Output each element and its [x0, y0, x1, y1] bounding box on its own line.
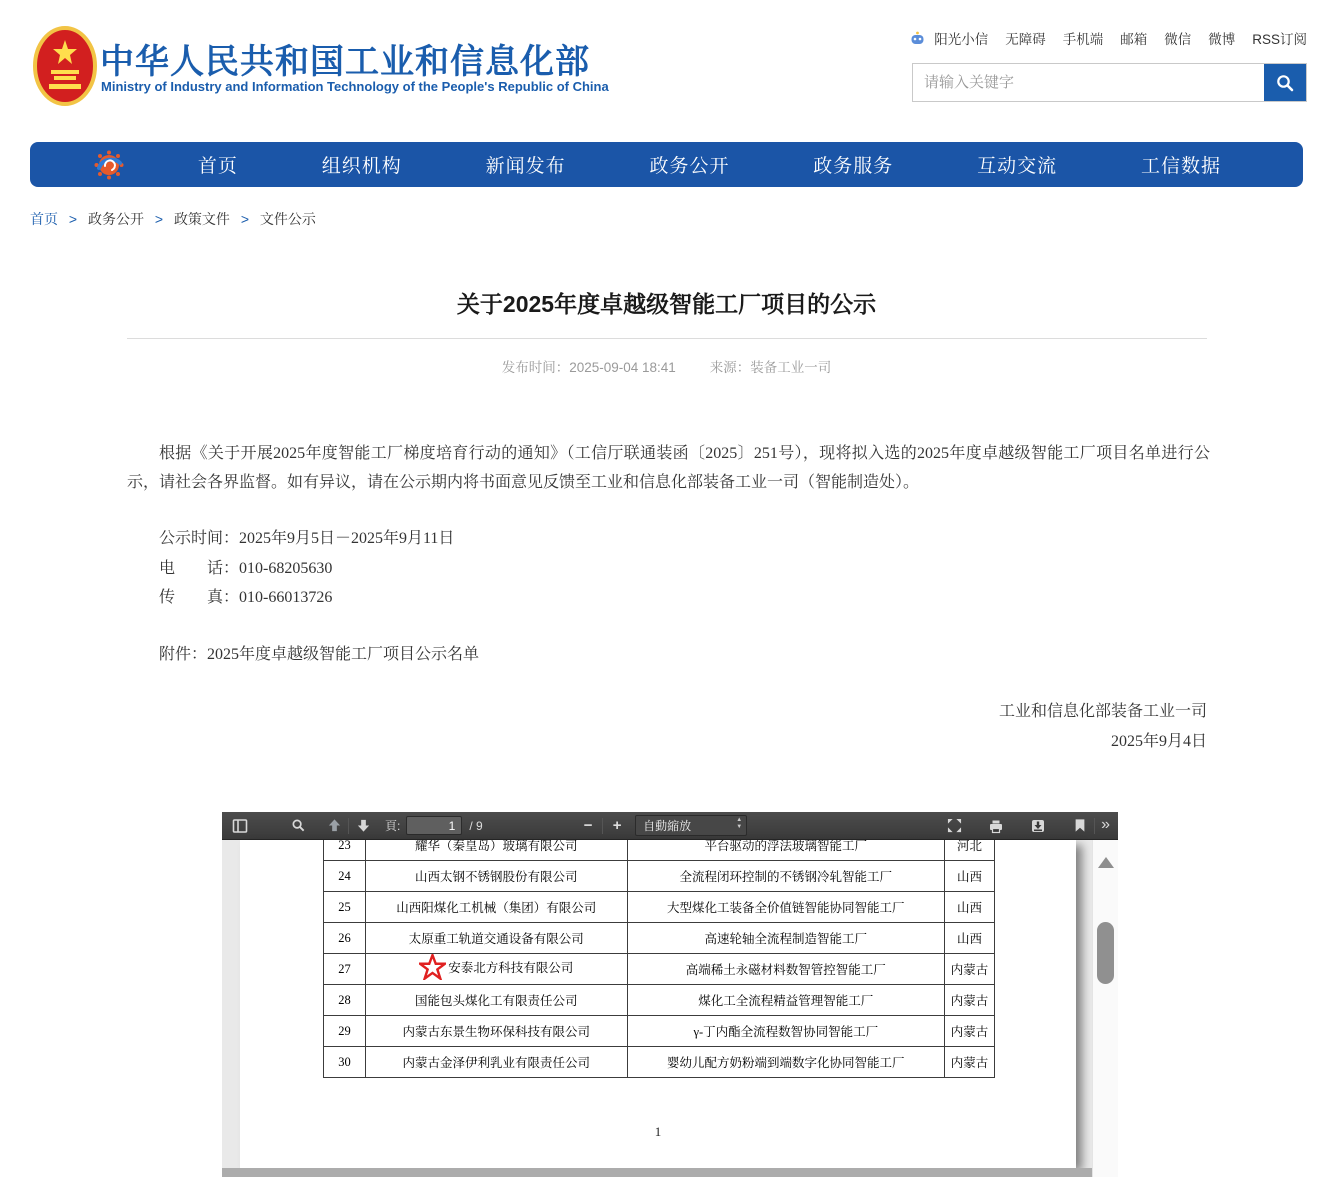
source-value: 装备工业一司 — [750, 360, 832, 375]
attachment-line — [127, 641, 1210, 664]
signoff-date: 2025年9月4日 — [1110, 733, 1207, 750]
signoff-org: 工业和信息化部装备工业一司 — [998, 703, 1207, 720]
next-page-button[interactable] — [351, 815, 375, 837]
breadcrumb-gov-disclosure[interactable]: 政务公开 — [87, 211, 144, 227]
breadcrumb-separator: > — [240, 211, 250, 227]
download-button[interactable] — [1026, 815, 1050, 837]
scroll-up-arrow-icon[interactable] — [1098, 857, 1114, 868]
zoom-mode-select[interactable] — [635, 815, 747, 836]
pdf-document-area — [222, 840, 1118, 1177]
nav-item-gov-disclosure[interactable]: 政务公开 — [649, 156, 730, 177]
project-list-table — [323, 840, 995, 1078]
article-meta — [0, 356, 1333, 376]
print-button[interactable] — [984, 815, 1008, 837]
page-number-input[interactable] — [406, 816, 462, 835]
search-input[interactable] — [913, 64, 1265, 101]
search-icon — [1275, 73, 1295, 93]
search-button[interactable] — [1264, 64, 1306, 101]
source-label: 来源： — [709, 360, 751, 375]
page-total: / 9 — [469, 818, 483, 833]
nav-item-gov-services[interactable]: 政务服务 — [813, 156, 894, 177]
title-divider — [127, 338, 1207, 339]
page-title: 关于2025年度卓越级智能工厂项目的公示 — [456, 291, 877, 317]
miit-gear-logo-icon — [92, 148, 126, 182]
find-button[interactable] — [286, 815, 310, 837]
scrollbar-thumb[interactable] — [1097, 922, 1114, 984]
toolbar-separator — [1094, 818, 1095, 834]
breadcrumb-separator: > — [68, 211, 78, 227]
table-row: 30 内蒙古金泽伊利乳业有限责任公司 婴幼儿配方奶粉端到端数字化协同智能工厂 内蒙古 — [324, 1047, 995, 1078]
breadcrumb-policy-files[interactable]: 政策文件 — [173, 211, 230, 227]
table-row-starred: 27 安泰北方科技有限公司 高端稀土永磁材料数智管控智能工厂 内蒙古 — [324, 954, 995, 985]
site-search — [912, 63, 1307, 102]
nav-item-news[interactable]: 新闻发布 — [485, 156, 566, 177]
link-weibo[interactable]: 微博 — [1208, 32, 1236, 47]
phone-line: 电 话：010-68205630 — [159, 559, 333, 577]
signoff — [127, 697, 1207, 757]
breadcrumb-separator: > — [154, 211, 164, 227]
nav-item-organization[interactable]: 组织机构 — [321, 156, 402, 177]
pdf-page-number: 1 — [654, 1124, 662, 1139]
notice-period-line: 公示时间：2025年9月5日－2025年9月11日 — [159, 530, 455, 547]
zoom-out-button[interactable]: − — [583, 817, 593, 834]
sidebar-toggle-button[interactable] — [228, 815, 252, 837]
link-accessibility[interactable]: 无障碍 — [1005, 32, 1046, 47]
main-nav — [30, 142, 1303, 187]
fax-line: 传 真：010-66013726 — [159, 589, 333, 606]
page-label: 頁: — [385, 819, 401, 833]
link-mobile[interactable]: 手机端 — [1062, 32, 1104, 47]
body-paragraph: 根据《关于开展2025年度智能工厂梯度培育行动的通知》（工信厅联通装函〔2025〕251号），现将拟入选的2025年度卓越级智能工厂项目名单进行公示，请社会各界监督。如有异议，请在公示期内将书面意见反馈至工业和信息化部装备工业一司（智能制造处）。 — [127, 445, 1210, 491]
table-row: 26 太原重工轨道交通设备有限公司 高速轮轴全流程制造智能工厂 山西 — [324, 923, 995, 954]
national-emblem — [33, 26, 97, 106]
zoom-in-button[interactable]: + — [612, 817, 622, 834]
presentation-mode-button[interactable] — [942, 815, 966, 837]
site-subtitle-en: Ministry of Industry and Information Technology of the People's Republic of China — [101, 79, 609, 94]
toolbar-separator — [348, 818, 349, 834]
toolbar-separator — [602, 818, 603, 834]
contact-info — [127, 524, 1210, 613]
publish-time: 2025-09-04 18:41 — [569, 360, 676, 375]
breadcrumb-file-notice[interactable]: 文件公示 — [259, 211, 316, 227]
more-tools-button[interactable]: » — [1101, 815, 1110, 833]
table-row: 25 山西阳煤化工机械（集团）有限公司 大型煤化工装备全价值链智能协同智能工厂 山西 — [324, 892, 995, 923]
link-wechat[interactable]: 微信 — [1164, 32, 1192, 47]
pdf-viewer — [222, 812, 1118, 1177]
breadcrumb-home[interactable]: 首页 — [30, 211, 58, 227]
nav-item-home[interactable]: 首页 — [197, 156, 238, 177]
publish-time-label: 发布时间： — [501, 360, 570, 375]
red-star-annotation-icon — [419, 954, 446, 980]
attachment-link[interactable]: 2025年度卓越级智能工厂项目公示名单 — [207, 646, 480, 663]
bookmark-button[interactable] — [1068, 815, 1092, 837]
select-spinner-icon: ▲ ▼ — [736, 817, 743, 830]
pdf-page — [240, 840, 1076, 1168]
pdf-toolbar — [222, 812, 1118, 840]
previous-page-button[interactable] — [322, 815, 346, 837]
site-title: 中华人民共和国工业和信息化部 — [100, 43, 590, 81]
breadcrumb — [30, 209, 316, 229]
table-row: 23 耀华（秦皇岛）玻璃有限公司 平台驱动的浮法玻璃智能工厂 河北 — [324, 840, 995, 861]
nav-item-miit-data[interactable]: 工信数据 — [1140, 156, 1221, 177]
pdf-scrollbar[interactable] — [1092, 840, 1118, 1177]
table-row: 24 山西太钢不锈钢股份有限公司 全流程闭环控制的不锈钢冷轧智能工厂 山西 — [324, 861, 995, 892]
table-row: 28 国能包头煤化工有限责任公司 煤化工全流程精益管理智能工厂 内蒙古 — [324, 985, 995, 1016]
utility-links — [909, 28, 1307, 48]
link-rss[interactable]: RSS订阅 — [1252, 32, 1307, 47]
attachment-label: 附件： — [159, 646, 208, 663]
article-body — [127, 439, 1210, 497]
zoom-mode-value: 自動縮放 — [643, 819, 692, 833]
pdf-background-strip — [222, 1168, 1092, 1177]
assistant-robot-icon — [909, 30, 926, 47]
nav-item-interaction[interactable]: 互动交流 — [977, 156, 1058, 177]
table-row: 29 内蒙古东景生物环保科技有限公司 γ-丁内酯全流程数智协同智能工厂 内蒙古 — [324, 1016, 995, 1047]
link-yangguang-xiaoxin[interactable]: 阳光小信 — [934, 32, 989, 47]
link-mail[interactable]: 邮箱 — [1120, 32, 1148, 47]
